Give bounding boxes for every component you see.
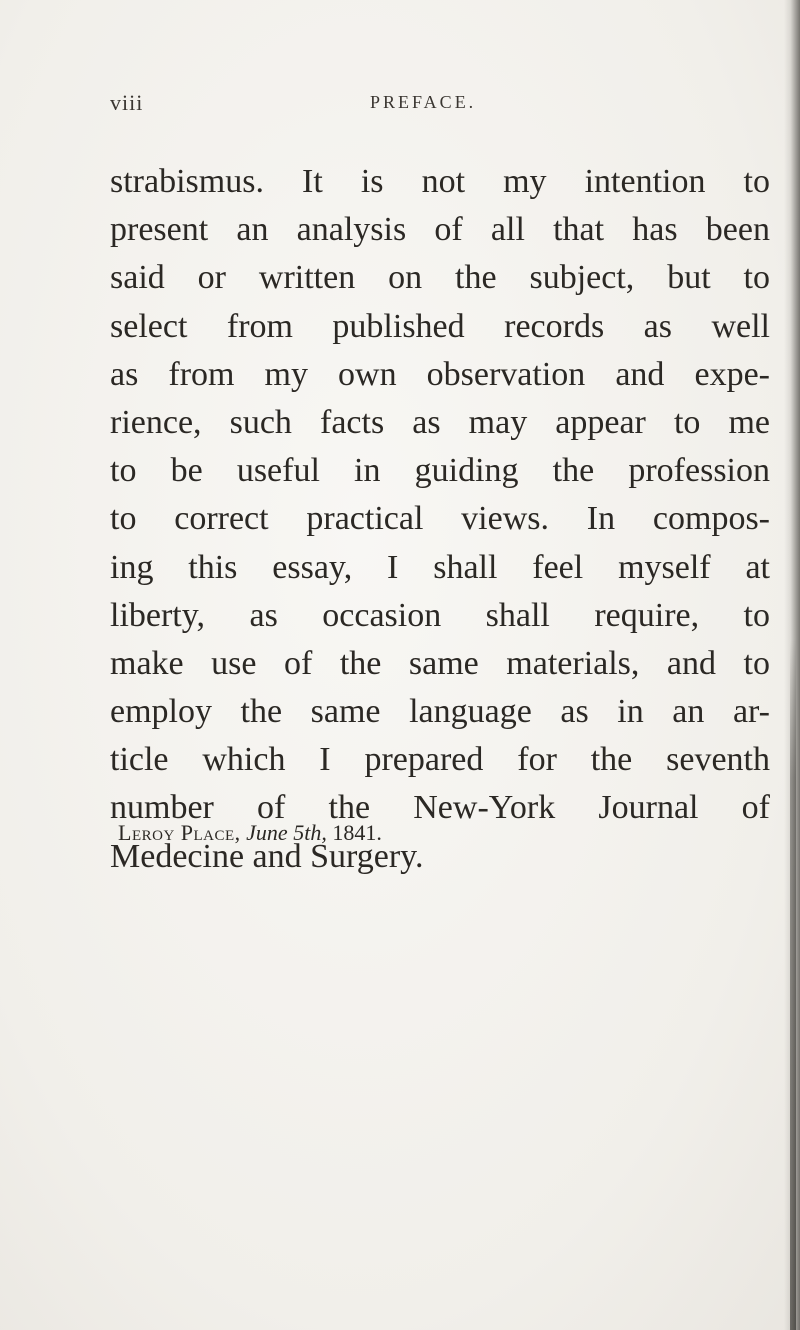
text-line: rience, such facts as may appear to me [110, 403, 770, 441]
signature-year: 1841. [332, 820, 382, 845]
text-line: make use of the same materials, and to [110, 644, 770, 682]
running-head [110, 90, 760, 122]
text-line: select from published records as well [110, 307, 770, 345]
signature-line [118, 820, 618, 846]
text-line: ing this essay, I shall feel myself at [110, 548, 770, 586]
text-line: to correct practical views. In compos- [110, 500, 770, 538]
signature-place: Leroy Place, [118, 820, 241, 845]
text-line: strabismus. It is not my intention to [110, 163, 770, 200]
text-line: said or written on the subject, but to [110, 259, 770, 297]
text-line: to be useful in guiding the profession [110, 452, 770, 490]
text-line: liberty, as occasion shall require, to [110, 596, 770, 634]
text-line: employ the same language as in an ar- [110, 693, 770, 731]
text-line: as from my own observation and expe- [110, 355, 770, 393]
binding-shadow [790, 640, 796, 1330]
text-line: Medecine and Surgery. [110, 837, 424, 875]
page-number: viii [110, 90, 144, 115]
body-text [110, 158, 770, 881]
text-line: present an analysis of all that has been [110, 211, 770, 249]
signature-date: June 5th, [246, 820, 327, 845]
text-line: ticle which I prepared for the seventh [110, 741, 770, 779]
text-line: number of the New-York Journal of [110, 789, 770, 827]
running-title: PREFACE. [370, 92, 477, 112]
